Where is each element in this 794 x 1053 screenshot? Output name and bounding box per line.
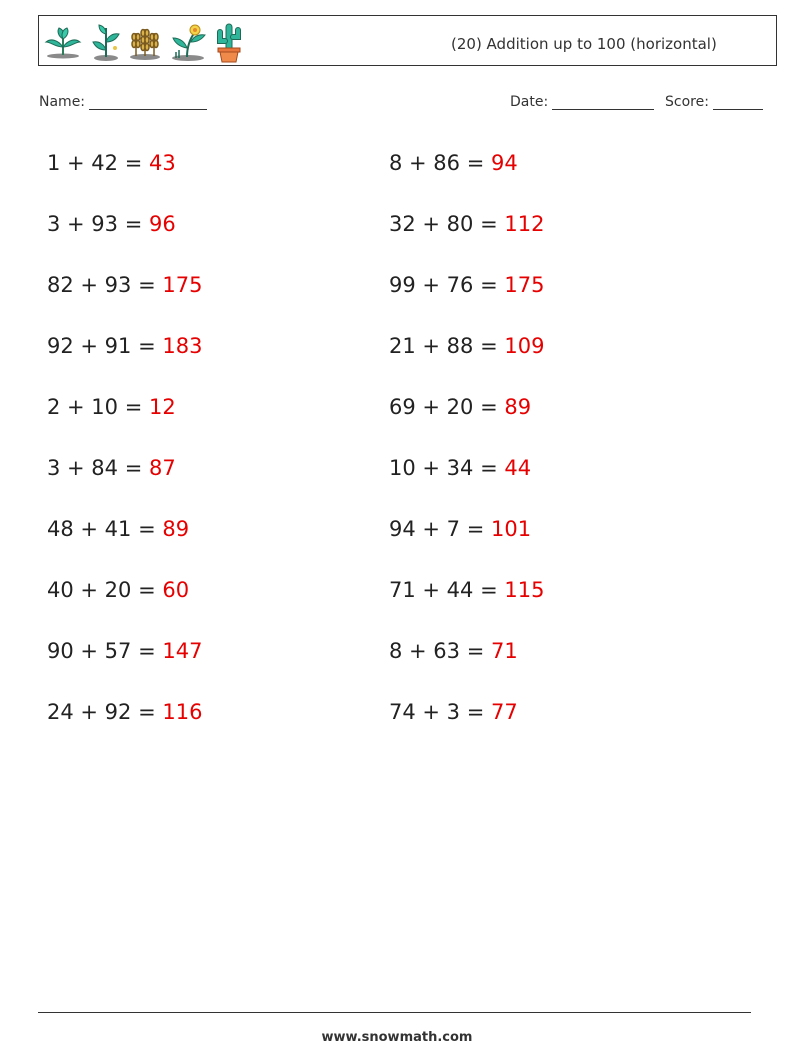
problem-item xyxy=(47,146,176,180)
problem-item xyxy=(47,634,202,668)
problem-answer: 115 xyxy=(504,578,545,602)
problem-answer: 175 xyxy=(162,273,203,297)
problem-item xyxy=(389,512,531,546)
problem-answer: 147 xyxy=(162,639,203,663)
problem-question: 1 + 42 = xyxy=(47,151,149,175)
problem-question: 40 + 20 = xyxy=(47,578,163,602)
footer-website[interactable]: www.snowmath.com xyxy=(321,1030,473,1045)
problem-row xyxy=(47,634,747,695)
problem-item xyxy=(389,207,544,241)
worksheet-header xyxy=(38,15,777,66)
date-field xyxy=(510,94,654,110)
problem-answer: 94 xyxy=(490,151,518,175)
problem-question: 3 + 93 = xyxy=(47,212,149,236)
header-icons xyxy=(41,20,249,64)
problem-row xyxy=(47,329,747,390)
score-field xyxy=(665,94,763,110)
problem-answer: 12 xyxy=(148,395,176,419)
problem-question: 48 + 41 = xyxy=(47,517,163,541)
problem-row xyxy=(47,695,747,756)
problem-answer: 89 xyxy=(162,517,190,541)
problem-answer: 183 xyxy=(162,334,203,358)
problem-item xyxy=(47,390,176,424)
problem-question: 3 + 84 = xyxy=(47,456,149,480)
date-label: Date: xyxy=(510,94,549,110)
score-blank-line[interactable] xyxy=(713,95,763,110)
problem-question: 92 + 91 = xyxy=(47,334,163,358)
problem-answer: 77 xyxy=(490,700,518,724)
problem-row xyxy=(47,207,747,268)
problem-item xyxy=(389,451,531,485)
problem-answer: 101 xyxy=(490,517,532,541)
date-blank-line[interactable] xyxy=(552,95,654,110)
problem-item xyxy=(47,268,202,302)
problem-answer: 175 xyxy=(504,273,545,297)
problem-question: 8 + 63 = xyxy=(389,639,491,663)
problem-answer: 89 xyxy=(504,395,532,419)
potted-cactus-icon xyxy=(213,21,245,63)
problem-question: 99 + 76 = xyxy=(389,273,505,297)
problem-question: 2 + 10 = xyxy=(47,395,149,419)
problem-answer: 96 xyxy=(148,212,176,236)
problem-grid xyxy=(47,146,747,756)
problem-row xyxy=(47,146,747,207)
problem-item xyxy=(47,207,176,241)
problem-item xyxy=(47,573,189,607)
problem-item xyxy=(47,451,176,485)
problem-item xyxy=(389,390,531,424)
name-label: Name: xyxy=(39,94,86,110)
problem-question: 32 + 80 = xyxy=(389,212,505,236)
footer-divider xyxy=(38,1012,751,1013)
problem-answer: 87 xyxy=(148,456,176,480)
score-label: Score: xyxy=(665,94,709,110)
problem-row xyxy=(47,268,747,329)
name-blank-line[interactable] xyxy=(89,95,207,110)
problem-item xyxy=(389,268,544,302)
problem-question: 94 + 7 = xyxy=(389,517,491,541)
problem-question: 10 + 34 = xyxy=(389,456,505,480)
problem-question: 74 + 3 = xyxy=(389,700,491,724)
problem-row xyxy=(47,451,747,512)
problem-row xyxy=(47,390,747,451)
seedling-icon xyxy=(89,22,123,62)
problem-item xyxy=(47,329,202,363)
problem-question: 21 + 88 = xyxy=(389,334,505,358)
problem-row xyxy=(47,512,747,573)
problem-question: 8 + 86 = xyxy=(389,151,491,175)
problem-question: 69 + 20 = xyxy=(389,395,505,419)
problem-item xyxy=(389,573,544,607)
problem-answer: 71 xyxy=(490,639,518,663)
problem-answer: 43 xyxy=(148,151,176,175)
wheat-icon xyxy=(127,23,163,61)
worksheet-title: (20) Addition up to 100 (horizontal) xyxy=(451,35,717,53)
problem-item xyxy=(389,146,518,180)
problem-answer: 44 xyxy=(504,456,532,480)
flowering-plant-icon xyxy=(167,22,209,62)
problem-answer: 116 xyxy=(162,700,203,724)
problem-item xyxy=(389,634,518,668)
problem-answer: 112 xyxy=(504,212,545,236)
problem-question: 71 + 44 = xyxy=(389,578,505,602)
problem-answer: 109 xyxy=(504,334,545,358)
name-field xyxy=(39,94,207,110)
problem-row xyxy=(47,573,747,634)
sprout-icon xyxy=(41,25,85,59)
problem-item xyxy=(47,512,189,546)
problem-question: 82 + 93 = xyxy=(47,273,163,297)
problem-question: 90 + 57 = xyxy=(47,639,163,663)
problem-answer: 60 xyxy=(162,578,190,602)
problem-item xyxy=(389,695,518,729)
problem-question: 24 + 92 = xyxy=(47,700,163,724)
problem-item xyxy=(47,695,202,729)
problem-item xyxy=(389,329,544,363)
